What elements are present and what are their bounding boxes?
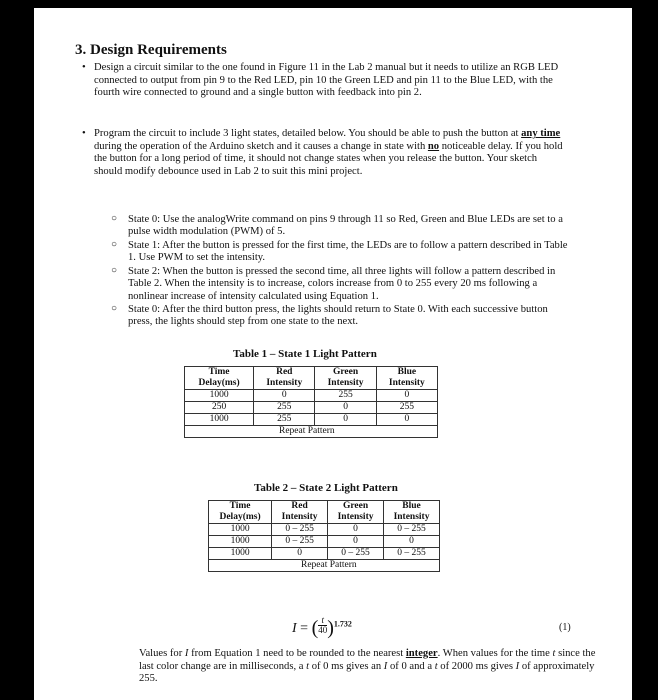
circle-bullet-icon: ○ [111,303,118,314]
section-heading: 3. Design Requirements [75,42,227,58]
bullet-2: • Program the circuit to include 3 light states, detailed below. You should be able to push the button at any time during the operation of the Arduino sketch and it causes a change in state with no noticeable delay. If you hold the button for a long period of time, it should not change states when you release the button. Your sketch should modify debounce used in Lab 2 to suit this mini project. [82,128,563,177]
equation-1: $I = (\frac{t}{40})^{1.732}$ [292,615,352,639]
state-item: ○ State 1: After the button is pressed for the first time, the LEDs are to follow a pattern described in Table 1. Use PWM to set the intensity. [111,239,568,264]
bullet-1: • Design a circuit similar to the one found in Figure 11 in the Lab 2 manual but it needs to utilize an RGB LED connected to output from pin 9 to the Red LED, pin 10 the Green LED and pin 11 to the Blue LED, with the fourth wire connected to ground and a single button with feedback into pin 2. [82,62,559,99]
table1-title: Table 1 – State 1 Light Pattern [233,348,377,360]
table-row: 1000 0 – 255 0 0 – 255 [209,524,440,536]
table-header: Green Intensity [328,501,384,524]
bullet-dot-icon: • [82,128,86,139]
document-content [34,8,632,700]
table-header: Blue Intensity [384,501,440,524]
circle-bullet-icon: ○ [111,239,118,250]
table-row: 1000 255 0 0 [185,414,438,426]
state-item: ○ State 0: Use the analogWrite command on pins 9 through 11 so Red, Green and Blue LEDs are set to a pulse width modulation (PWM) of 5. [111,213,563,238]
table-header: Time Delay(ms) [209,501,272,524]
table-footer-row: Repeat Pattern [209,560,440,572]
table-header: Red Intensity [254,367,315,390]
table2 [208,500,440,572]
document-page [34,8,632,700]
footnote: Values for I from Equation 1 need to be rounded to the nearest integer. When values for the time t since the last color change are in milliseconds, a t of 0 ms gives an I of 0 and a t of 2000 ms gives I of approximately 255. [139,648,596,685]
circle-bullet-icon: ○ [111,265,118,276]
table-footer-row: Repeat Pattern [185,426,438,438]
table1 [184,366,438,438]
table-header: Blue Intensity [376,367,437,390]
circle-bullet-icon: ○ [111,213,118,224]
equation-number: (1) [559,622,571,633]
table-row: 1000 0 255 0 [185,390,438,402]
table-header: Red Intensity [272,501,328,524]
table-header: Time Delay(ms) [185,367,254,390]
table1-header-row [185,367,438,390]
table-row: 1000 0 0 – 255 0 – 255 [209,548,440,560]
table-header: Green Intensity [315,367,376,390]
table-row: 1000 0 – 255 0 0 [209,536,440,548]
state-item: ○ State 2: When the button is pressed the second time, all three lights will follow a pattern described in Table 2. When the intensity is to increase, colors increase from 0 to 255 every 20 ms following a nonlinear increase of intensity calculated using Equation 1. [111,265,556,302]
state-item: ○ State 0: After the third button press, the lights should return to State 0. With each successive button press, the lights should step from one state to the next. [111,303,548,328]
table2-title: Table 2 – State 2 Light Pattern [254,482,398,494]
bullet-dot-icon: • [82,62,86,73]
table-row: 250 255 0 255 [185,402,438,414]
table2-header-row [209,501,440,524]
